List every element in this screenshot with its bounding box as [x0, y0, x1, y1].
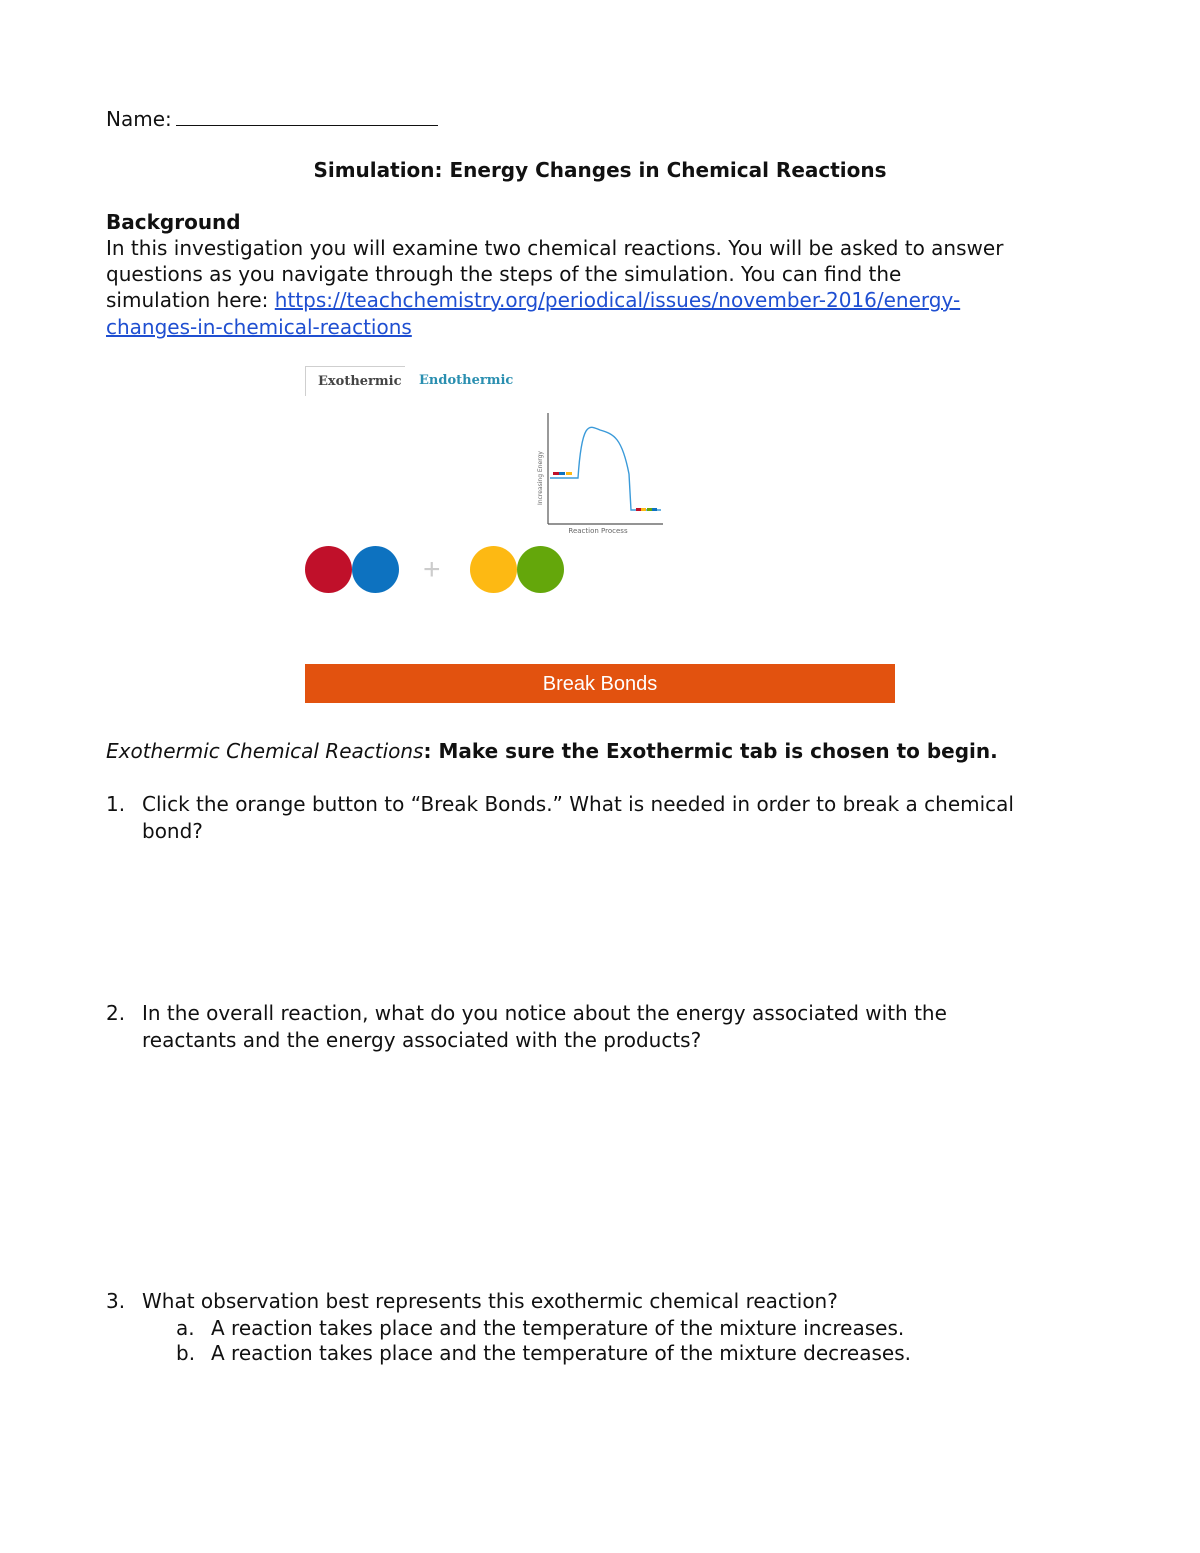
question-1-line-1: Click the orange button to “Break Bonds.” What is needed in order to break a chemical — [142, 792, 1014, 816]
background-line-1: In this investigation you will examine two chemical reactions. You will be asked to answer — [106, 236, 1004, 260]
option-b-letter: b. — [176, 1341, 196, 1365]
name-blank-line[interactable] — [176, 107, 438, 126]
name-row — [106, 106, 438, 133]
option-a — [176, 1315, 905, 1342]
simulation-tabs — [305, 366, 535, 396]
energy-axis-ylabel: Increasing Energy — [537, 451, 544, 505]
product-marker-green — [647, 508, 652, 511]
energy-diagram — [530, 408, 670, 536]
question-2-line-2: reactants and the energy associated with the products? — [142, 1027, 702, 1052]
question-2 — [106, 1000, 1106, 1060]
simulation-link-part-1[interactable]: https://teachchemistry.org/periodical/issues/november-2016/energy- — [274, 288, 961, 312]
question-3 — [106, 1288, 1106, 1318]
question-2-text — [142, 1000, 1102, 1053]
question-1 — [106, 791, 1106, 851]
tab-exothermic[interactable]: Exothermic — [305, 366, 405, 396]
question-2-number: 2. — [106, 1001, 126, 1025]
option-b — [176, 1340, 911, 1367]
background-line-3 — [106, 287, 960, 314]
option-b-text: A reaction takes place and the temperature of the mixture decreases. — [211, 1341, 911, 1365]
question-1-number: 1. — [106, 792, 126, 816]
atom-red — [305, 546, 352, 593]
page-title: Simulation: Energy Changes in Chemical Reactions — [313, 158, 887, 182]
break-bonds-button[interactable]: Break Bonds — [305, 664, 895, 703]
atom-green — [517, 546, 564, 593]
atom-yellow — [470, 546, 517, 593]
energy-curve — [550, 427, 661, 510]
background-line-4 — [106, 314, 412, 341]
product-marker-red — [636, 508, 641, 511]
question-3-number: 3. — [106, 1289, 126, 1313]
section-heading — [106, 738, 998, 765]
atom-blue — [352, 546, 399, 593]
name-label: Name: — [106, 107, 172, 131]
background-line-3-prefix: simulation here: — [106, 288, 275, 312]
reactant-marker-red — [553, 472, 559, 475]
reactant-marker-yellow — [566, 472, 572, 475]
question-1-text — [142, 791, 1102, 844]
question-3-line-1: What observation best represents this exothermic chemical reaction? — [142, 1289, 838, 1313]
simulation-link-part-2[interactable]: changes-in-chemical-reactions — [106, 315, 412, 339]
question-2-line-1: In the overall reaction, what do you notice about the energy associated with the — [142, 1001, 947, 1025]
tab-endothermic[interactable]: Endothermic — [419, 373, 514, 388]
background-line-2: questions as you navigate through the steps of the simulation. You can find the — [106, 262, 902, 286]
question-1-line-2: bond? — [142, 818, 203, 843]
background-heading: Background — [106, 210, 241, 234]
section-italic-heading: Exothermic Chemical Reactions — [106, 739, 424, 763]
energy-axis-xlabel: Reaction Process — [568, 527, 628, 535]
section-instruction: : Make sure the Exothermic tab is chosen to begin. — [423, 739, 998, 763]
option-a-letter: a. — [176, 1316, 195, 1340]
option-a-text: A reaction takes place and the temperature of the mixture increases. — [211, 1316, 905, 1340]
product-marker-yellow — [641, 508, 646, 511]
plus-sign: + — [423, 553, 441, 586]
product-marker-blue — [652, 508, 657, 511]
reactant-marker-blue — [559, 472, 565, 475]
